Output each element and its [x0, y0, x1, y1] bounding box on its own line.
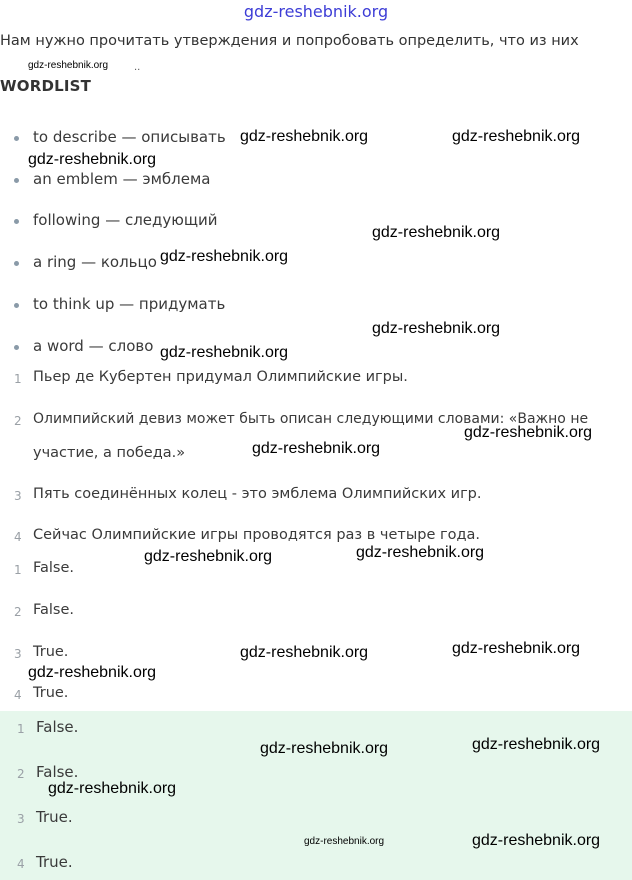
- answer-text: True.: [36, 853, 73, 871]
- list-item: [0, 295, 632, 315]
- answer-text: True.: [33, 644, 69, 660]
- statement-number: 2: [14, 414, 22, 428]
- bullet-icon: [14, 303, 19, 308]
- watermark: gdz-reshebnik.org: [240, 128, 369, 145]
- watermark: gdz-reshebnik.org: [160, 248, 289, 265]
- answer-text: False.: [33, 560, 75, 576]
- statement-text: участие, а победа.»: [33, 445, 186, 461]
- watermark: gdz-reshebnik.org: [452, 640, 581, 657]
- wordlist-item-text: an emblem — эмблема: [33, 170, 211, 188]
- wordlist-item-text: following — следующий: [33, 211, 218, 229]
- answer-text: False.: [33, 602, 75, 618]
- list-item: [0, 211, 632, 231]
- header-watermark: gdz-reshebnik.org: [243, 2, 389, 21]
- bullet-icon: [14, 219, 19, 224]
- answer-text: False.: [36, 763, 79, 781]
- watermark: gdz-reshebnik.org: [472, 736, 601, 753]
- answer-number: 4: [17, 857, 25, 871]
- watermark: gdz-reshebnik.org: [240, 644, 369, 661]
- watermark: gdz-reshebnik.org: [28, 60, 109, 71]
- bullet-icon: [14, 136, 19, 141]
- list-item: [0, 170, 632, 190]
- statement-text: Сейчас Олимпийские игры проводятся раз в четыре года.: [33, 527, 481, 543]
- watermark: gdz-reshebnik.org: [28, 664, 157, 681]
- watermark: gdz-reshebnik.org: [372, 224, 501, 241]
- watermark: gdz-reshebnik.org: [260, 740, 389, 757]
- watermark: gdz-reshebnik.org: [252, 440, 381, 457]
- statement-number: 3: [14, 489, 22, 503]
- bullet-icon: [14, 261, 19, 266]
- watermark: gdz-reshebnik.org: [452, 128, 581, 145]
- statement-number: 4: [14, 530, 22, 544]
- answer-text: True.: [33, 685, 69, 701]
- answer-number: 4: [14, 688, 22, 702]
- statement-text: Пьер де Кубертен придумал Олимпийские игры.: [33, 369, 408, 385]
- answer-number: 1: [14, 563, 22, 577]
- wordlist-item-text: to think up — придумать: [33, 295, 226, 313]
- wordlist-item-text: to describe — описывать: [33, 128, 226, 146]
- watermark: gdz-reshebnik.org: [160, 344, 289, 361]
- statement-text: Пять соединённых колец - это эмблема Олимпийских игр.: [33, 486, 482, 502]
- bullet-icon: [14, 345, 19, 350]
- statement-number: 1: [14, 372, 22, 386]
- answer-number: 3: [17, 812, 25, 826]
- list-item: [0, 253, 632, 273]
- wordlist-title: WORDLIST: [0, 77, 92, 95]
- answer-text: True.: [36, 808, 73, 826]
- watermark: gdz-reshebnik.org: [144, 548, 273, 565]
- answer-number: 3: [14, 647, 22, 661]
- answer-text: False.: [36, 718, 79, 736]
- intro-text: Нам нужно прочитать утверждения и попробовать определить, что из них: [0, 33, 579, 49]
- watermark: gdz-reshebnik.org: [472, 832, 601, 849]
- watermark: gdz-reshebnik.org: [356, 544, 485, 561]
- answer-number: 2: [17, 767, 25, 781]
- ellipsis-mark: ..: [134, 62, 141, 73]
- answer-number: 2: [14, 605, 22, 619]
- wordlist-item-text: a ring — кольцо: [33, 253, 157, 271]
- answer-number: 1: [17, 722, 25, 736]
- bullet-icon: [14, 178, 19, 183]
- wordlist-item-text: a word — слово: [33, 337, 154, 355]
- statement-text: Олимпийский девиз может быть описан следующими словами: «Важно не: [33, 411, 589, 427]
- watermark: gdz-reshebnik.org: [464, 424, 593, 441]
- list-item: [0, 337, 632, 357]
- watermark: gdz-reshebnik.org: [372, 320, 501, 337]
- watermark: gdz-reshebnik.org: [304, 836, 385, 847]
- watermark: gdz-reshebnik.org: [28, 151, 157, 168]
- watermark: gdz-reshebnik.org: [48, 780, 177, 797]
